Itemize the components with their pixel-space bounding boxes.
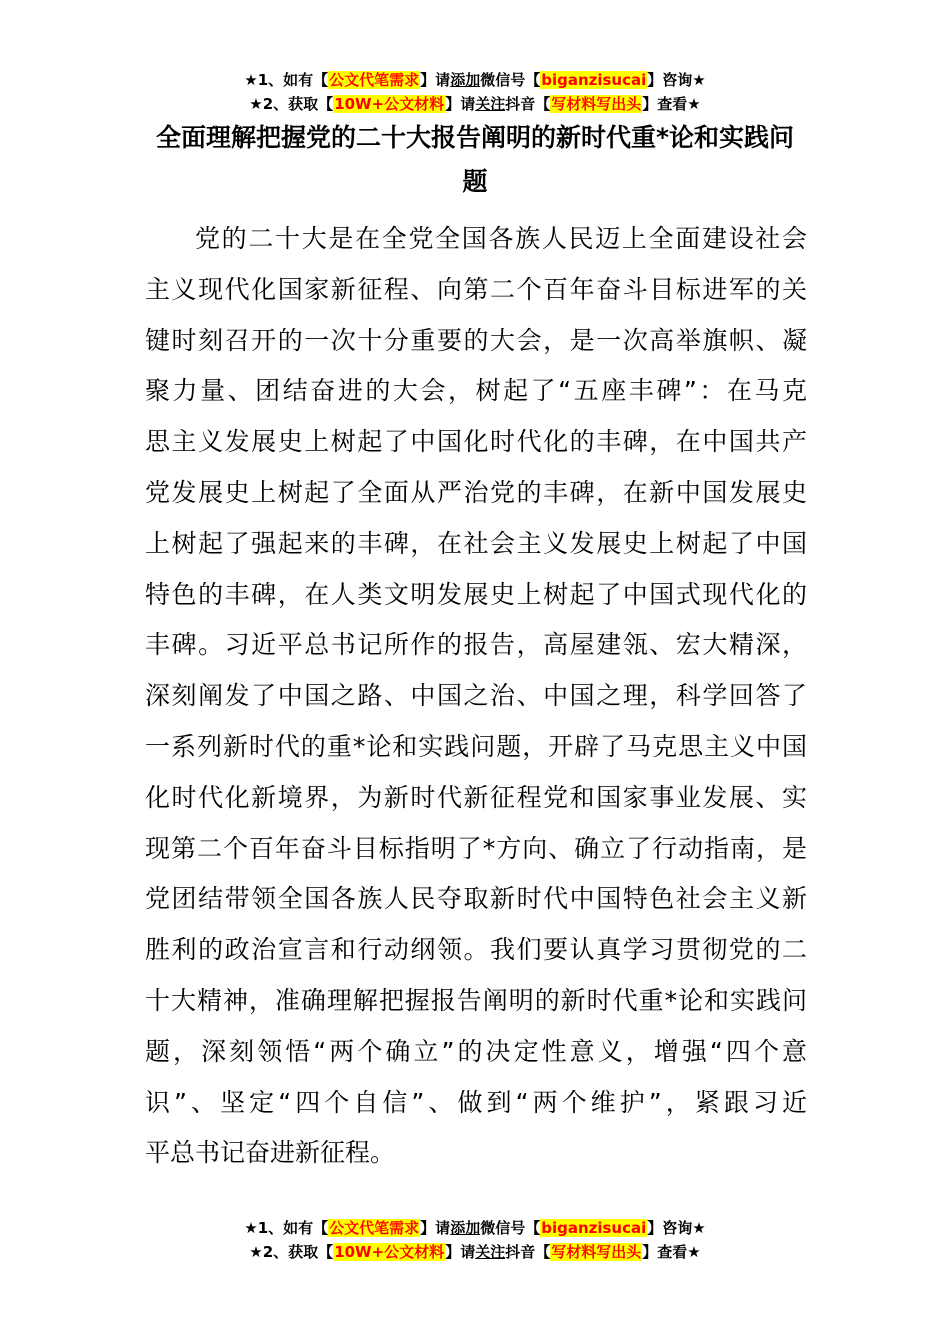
body-line: 特色的丰碑，在人类文明发展史上树起了中国式现代化的: [145, 579, 807, 609]
body-line: 键时刻召开的一次十分重要的大会，是一次高举旗帜、凝: [145, 325, 807, 355]
notice-highlight-wechat: biganzisucai: [541, 71, 647, 89]
notice-highlight-materials: 10W+公文材料: [334, 95, 445, 113]
notice-highlight-materials: 10W+公文材料: [334, 1243, 445, 1261]
body-line: 题，深刻领悟“两个确立”的决定性意义，增强“四个意: [145, 1036, 807, 1066]
notice-line-2: ★2、获取【10W+公文材料】请关注抖音【写材料写出头】查看★: [249, 1243, 701, 1261]
notice-highlight-service: 公文代笔需求: [329, 71, 420, 89]
notice-highlight-wechat: biganzisucai: [541, 1219, 647, 1237]
body-line: 主义现代化国家新征程、向第二个百年奋斗目标进军的关: [145, 274, 807, 304]
title-line-2: 题: [462, 167, 488, 196]
body-line: 思主义发展史上树起了中国化时代化的丰碑，在中国共产: [145, 427, 807, 457]
title-line-1: 全面理解把握党的二十大报告阐明的新时代重*论和实践问: [155, 123, 795, 152]
notice-highlight-service: 公文代笔需求: [329, 1219, 420, 1237]
footer-notice: [0, 1216, 950, 1264]
body-line: 十大精神，准确理解把握报告阐明的新时代重*论和实践问: [145, 985, 807, 1015]
notice-highlight-douyin: 写材料写出头: [551, 1243, 642, 1261]
body-line: 党团结带领全国各族人民夺取新时代中国特色社会主义新: [145, 884, 807, 914]
body-line: 现第二个百年奋斗目标指明了*方向、确立了行动指南，是: [145, 833, 807, 863]
notice-line-2: ★2、获取【10W+公文材料】请关注抖音【写材料写出头】查看★: [249, 95, 701, 113]
notice-line-1: ★1、如有【公文代笔需求】请添加微信号【biganzisucai】咨询★: [244, 1219, 706, 1237]
body-line: 丰碑。习近平总书记所作的报告，高屋建瓴、宏大精深，: [145, 630, 807, 660]
header-notice: [0, 68, 950, 116]
document-body: [145, 214, 807, 1179]
body-line: 胜利的政治宣言和行动纲领。我们要认真学习贯彻党的二: [145, 935, 807, 965]
body-line: 一系列新时代的重*论和实践问题，开辟了马克思主义中国: [145, 731, 807, 761]
body-line: 聚力量、团结奋进的大会，树起了“五座丰碑”：在马克: [145, 376, 807, 406]
body-line: 平总书记奋进新征程。: [145, 1138, 396, 1168]
document-title: [130, 116, 820, 204]
body-line: 上树起了强起来的丰碑，在社会主义发展史上树起了中国: [145, 528, 807, 558]
body-line: 党发展史上树起了全面从严治党的丰碑，在新中国发展史: [145, 477, 807, 507]
body-line: 党的二十大是在全党全国各族人民迈上全面建设社会: [195, 224, 807, 253]
body-line: 化时代化新境界，为新时代新征程党和国家事业发展、实: [145, 782, 807, 812]
body-line: 深刻阐发了中国之路、中国之治、中国之理，科学回答了: [145, 681, 807, 711]
notice-line-1: ★1、如有【公文代笔需求】请添加微信号【biganzisucai】咨询★: [244, 71, 706, 89]
body-line: 识”、坚定“四个自信”、做到“两个维护”，紧跟习近: [145, 1087, 807, 1117]
notice-highlight-douyin: 写材料写出头: [551, 95, 642, 113]
